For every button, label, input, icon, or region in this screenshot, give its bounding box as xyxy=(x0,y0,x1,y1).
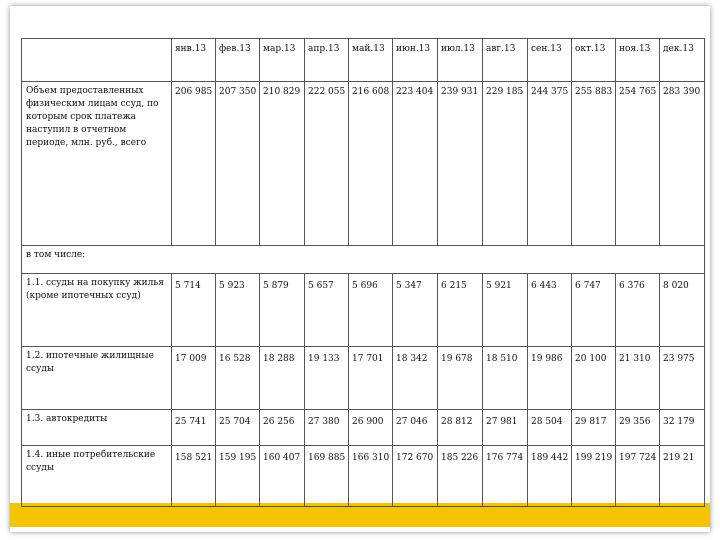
table-cell: 6 747 xyxy=(572,274,616,347)
table-row xyxy=(22,410,705,446)
row-label: 1.2. ипотечные жилищные ссуды xyxy=(22,347,172,410)
table-cell: 6 443 xyxy=(528,274,572,347)
column-header: июн.13 xyxy=(393,39,438,82)
column-header: июл.13 xyxy=(438,39,483,82)
table-cell: 239 931 xyxy=(438,82,483,246)
table-cell: 27 046 xyxy=(393,410,438,446)
table-cell: 29 817 xyxy=(572,410,616,446)
table-row xyxy=(22,446,705,507)
table-cell: 206 985 xyxy=(172,82,216,246)
table-cell: 5 923 xyxy=(216,274,260,347)
table-cell: 6 376 xyxy=(616,274,660,347)
table-cell: 19 986 xyxy=(528,347,572,410)
table-cell: 26 900 xyxy=(349,410,393,446)
header-corner-cell xyxy=(22,39,172,82)
table-cell: 17 009 xyxy=(172,347,216,410)
subheader-label: в том числе: xyxy=(22,246,705,274)
table-cell: 223 404 xyxy=(393,82,438,246)
table-cell: 185 226 xyxy=(438,446,483,507)
column-header: сен.13 xyxy=(528,39,572,82)
table-cell: 216 608 xyxy=(349,82,393,246)
table-cell: 159 195 xyxy=(216,446,260,507)
table-cell: 5 921 xyxy=(483,274,528,347)
table-cell: 169 885 xyxy=(305,446,349,507)
table-cell: 25 741 xyxy=(172,410,216,446)
table-cell: 27 380 xyxy=(305,410,349,446)
table-cell: 6 215 xyxy=(438,274,483,347)
table-cell: 5 696 xyxy=(349,274,393,347)
column-header: май.13 xyxy=(349,39,393,82)
table-cell: 29 356 xyxy=(616,410,660,446)
table-cell: 255 883 xyxy=(572,82,616,246)
column-header: окт.13 xyxy=(572,39,616,82)
loans-table xyxy=(21,38,705,507)
table-cell: 18 510 xyxy=(483,347,528,410)
table-cell: 222 055 xyxy=(305,82,349,246)
table-row-total xyxy=(22,82,705,246)
table-cell: 176 774 xyxy=(483,446,528,507)
table-cell: 254 765 xyxy=(616,82,660,246)
column-header: фев.13 xyxy=(216,39,260,82)
table-cell: 210 829 xyxy=(260,82,305,246)
table-cell: 199 219 xyxy=(572,446,616,507)
table-cell: 23 975 xyxy=(660,347,705,410)
table-cell: 197 724 xyxy=(616,446,660,507)
row-label: 1.4. иные потребительские ссуды xyxy=(22,446,172,507)
table-cell: 32 179 xyxy=(660,410,705,446)
table-cell: 28 812 xyxy=(438,410,483,446)
table-cell: 158 521 xyxy=(172,446,216,507)
table-cell: 189 442 xyxy=(528,446,572,507)
table-cell: 219 21 xyxy=(660,446,705,507)
table-cell: 8 020 xyxy=(660,274,705,347)
table-cell: 26 256 xyxy=(260,410,305,446)
table-cell: 28 504 xyxy=(528,410,572,446)
table-cell: 172 670 xyxy=(393,446,438,507)
row-label: Объем предоставленных физическим лицам ссуд, по которым срок платежа наступил в отчетном периоде, млн. руб., всего xyxy=(22,82,172,246)
table-cell: 21 310 xyxy=(616,347,660,410)
table-cell: 27 981 xyxy=(483,410,528,446)
table-cell: 16 528 xyxy=(216,347,260,410)
table-cell: 244 375 xyxy=(528,82,572,246)
column-header: дек.13 xyxy=(660,39,705,82)
table-row xyxy=(22,347,705,410)
column-header: апр.13 xyxy=(305,39,349,82)
table-cell: 17 701 xyxy=(349,347,393,410)
table-cell: 166 310 xyxy=(349,446,393,507)
table-cell: 25 704 xyxy=(216,410,260,446)
table-cell: 20 100 xyxy=(572,347,616,410)
table-cell: 5 347 xyxy=(393,274,438,347)
column-header: авг.13 xyxy=(483,39,528,82)
table-cell: 5 879 xyxy=(260,274,305,347)
column-header: янв.13 xyxy=(172,39,216,82)
row-label: 1.3. автокредиты xyxy=(22,410,172,446)
column-header: мар.13 xyxy=(260,39,305,82)
table-cell: 18 342 xyxy=(393,347,438,410)
table-cell: 207 350 xyxy=(216,82,260,246)
table-cell: 160 407 xyxy=(260,446,305,507)
table-cell: 18 288 xyxy=(260,347,305,410)
table-row xyxy=(22,274,705,347)
table-header-row xyxy=(22,39,705,82)
row-label: 1.1. ссуды на покупку жилья (кроме ипотечных ссуд) xyxy=(22,274,172,347)
column-header: ноя.13 xyxy=(616,39,660,82)
table-cell: 19 133 xyxy=(305,347,349,410)
table-cell: 19 678 xyxy=(438,347,483,410)
table-cell: 229 185 xyxy=(483,82,528,246)
table-cell: 5 714 xyxy=(172,274,216,347)
table-cell: 5 657 xyxy=(305,274,349,347)
table-cell: 283 390 xyxy=(660,82,705,246)
table-row-subheader xyxy=(22,246,705,274)
